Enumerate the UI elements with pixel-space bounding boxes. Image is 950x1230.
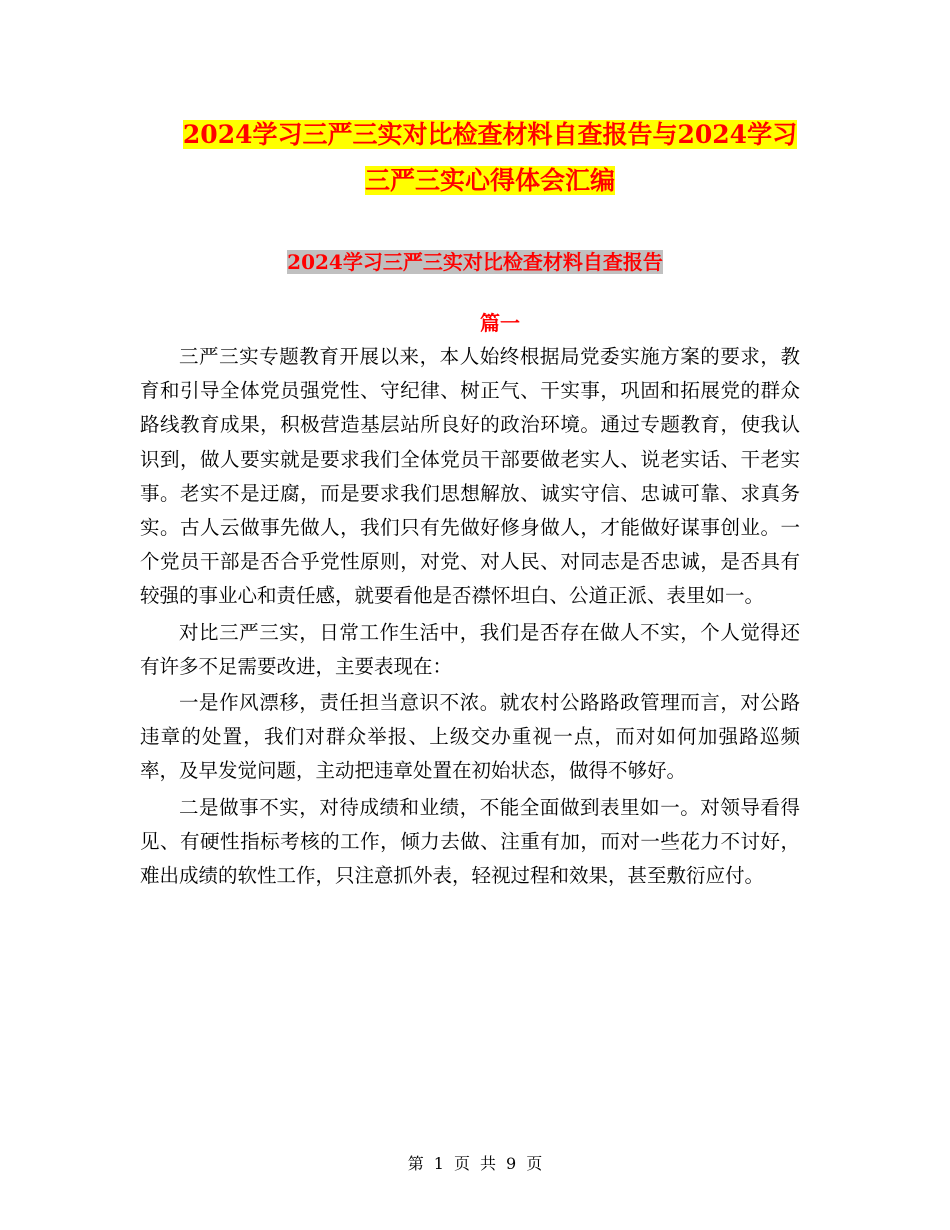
body-paragraph: 三严三实专题教育开展以来，本人始终根据局党委实施方案的要求，教育和引导全体党员强党性、守纪律、树正气、干实事，巩固和拓展党的群众路线教育成果，积极营造基层站所良好的政治环境。通过专题教育，使我认识到，做人要实就是要求我们全体党员干部要做老实人、说老实话、干老实事。老实不是迂腐，而是要求我们思想解放、诚实守信、忠诚可靠、求真务实。古人云做事先做人，我们只有先做好修身做人，才能做好谋事创业。一个党员干部是否合乎党性原则，对党、对人民、对同志是否忠诚，是否具有较强的事业心和责任感，就要看他是否襟怀坦白、公道正派、表里如一。 (140, 345, 800, 608)
document-body (140, 340, 800, 895)
document-main-title (150, 112, 830, 204)
footer-page-number: 1 (433, 1154, 444, 1173)
body-paragraph: 一是作风漂移，责任担当意识不浓。就农村公路路政管理而言，对公路违章的处置，我们对群众举报、上级交办重视一点，而对如何加强路巡频率，及早发觉问题，主动把违章处置在初始状态，做得不够好。 (140, 691, 800, 783)
main-title-line-1: 2024学习三严三实对比检查材料自查报告与2024学习 (182, 120, 798, 149)
footer-total-pages: 9 (506, 1154, 517, 1173)
footer-label-total: 共 (480, 1154, 497, 1173)
main-title-line-2: 三严三实心得体会汇编 (364, 166, 615, 195)
footer-label-page: 第 (407, 1154, 424, 1173)
body-paragraph: 二是做事不实，对待成绩和业绩，不能全面做到表里如一。对领导看得见、有硬性指标考核的工作，倾力去做、注重有加，而对一些花力不讨好，难出成绩的软性工作，只注意抓外表，轻视过程和效果，甚至敷衍应付。 (140, 795, 800, 888)
document-sub-title (140, 246, 810, 278)
sub-title-text: 2024学习三严三实对比检查材料自查报告 (287, 250, 663, 274)
footer-label-pages: 页 (526, 1154, 543, 1173)
footer-label-of: 页 (453, 1154, 470, 1173)
body-paragraph: 对比三严三实，日常工作生活中，我们是否存在做人不实，个人觉得还有许多不足需要改进，主要表现在： (140, 620, 800, 678)
section-title: 篇一 (480, 311, 520, 335)
page-footer (0, 1152, 950, 1176)
